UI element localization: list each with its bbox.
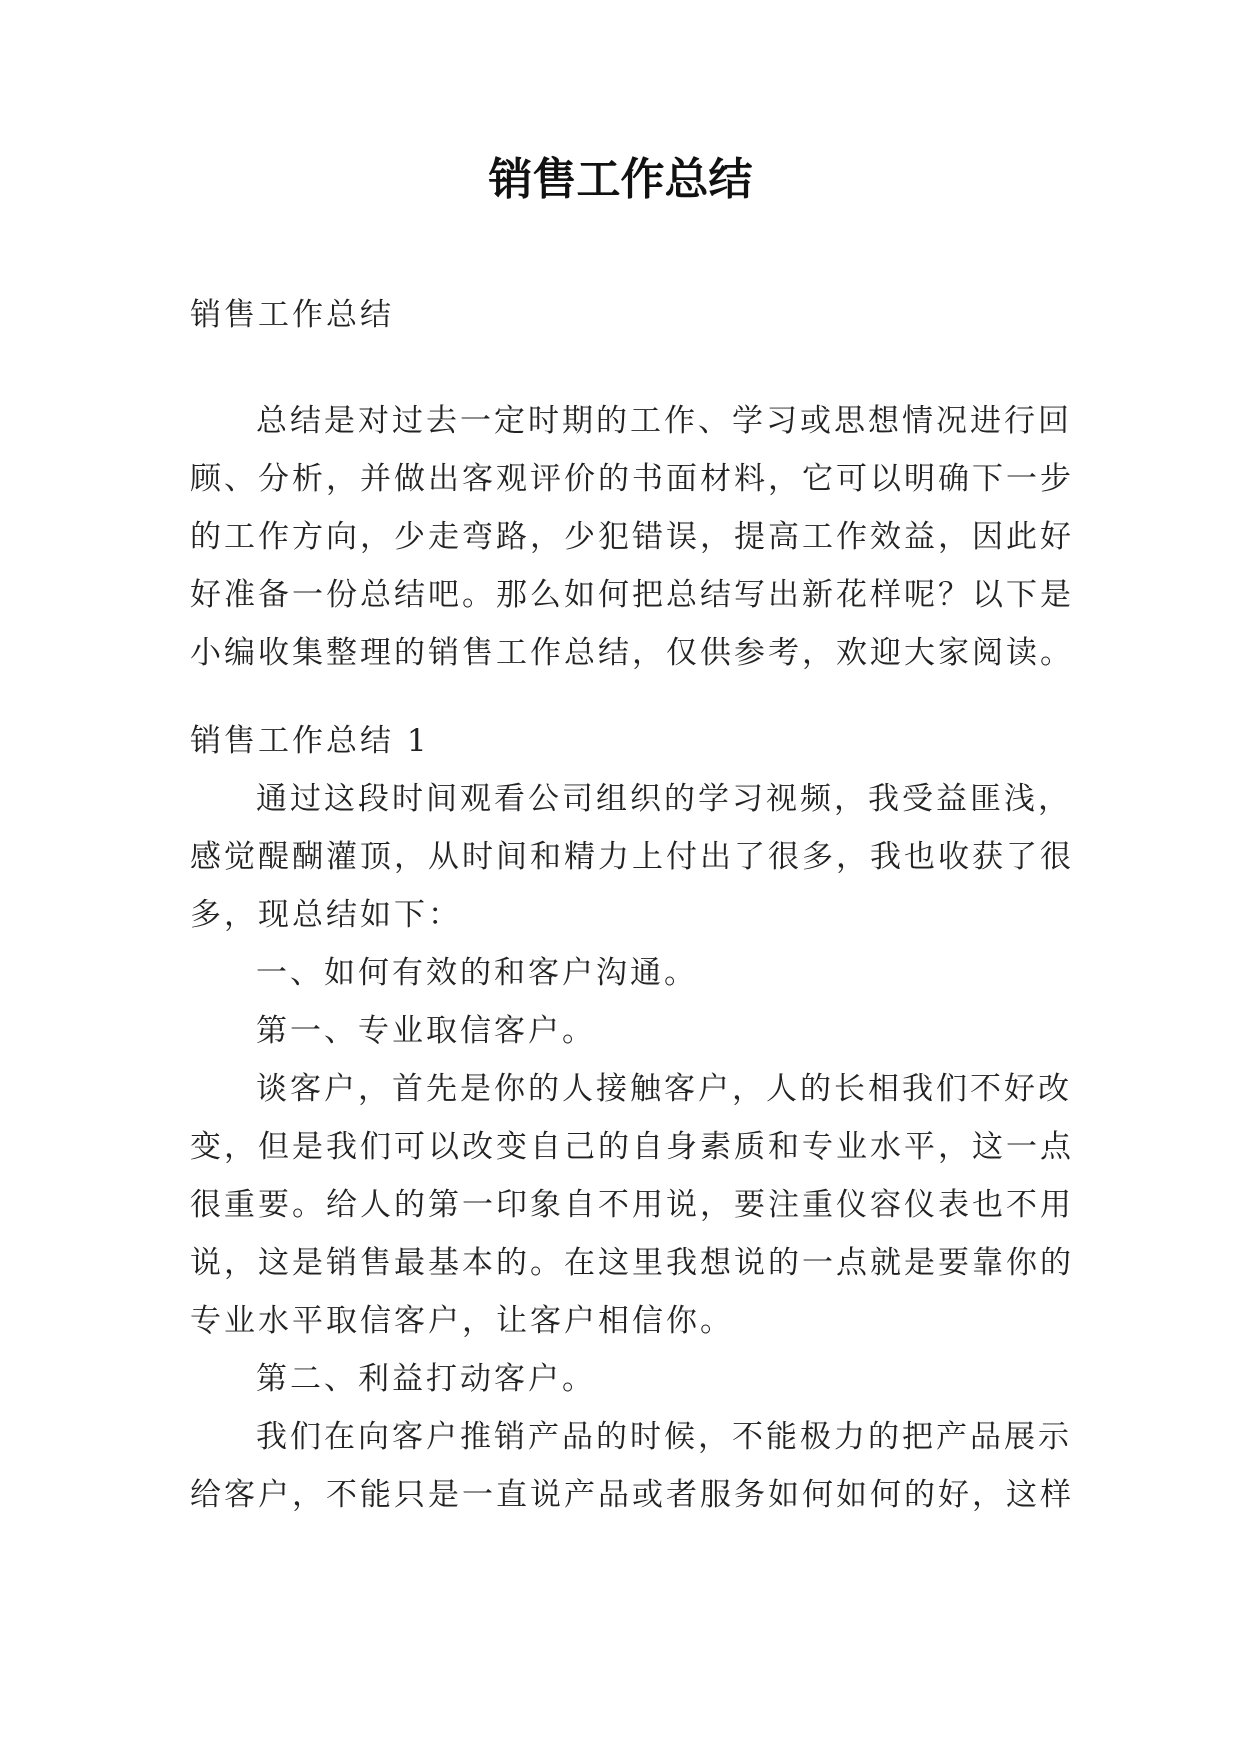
body-line: 多，现总结如下：	[190, 897, 462, 933]
body-line: 第一、专业取信客户。	[256, 1013, 596, 1049]
document-subtitle: 销售工作总结	[190, 297, 394, 333]
intro-line: 好准备一份总结吧。那么如何把总结写出新花样呢？以下是	[190, 577, 1074, 613]
body-line: 一、如何有效的和客户沟通。	[256, 955, 698, 991]
body-line: 很重要。给人的第一印象自不用说，要注重仪容仪表也不用	[190, 1187, 1074, 1223]
section-heading: 销售工作总结 1	[190, 723, 430, 759]
body-line: 说，这是销售最基本的。在这里我想说的一点就是要靠你的	[190, 1245, 1074, 1281]
body-line: 我们在向客户推销产品的时候，不能极力的把产品展示	[256, 1419, 1072, 1455]
body-line: 给客户，不能只是一直说产品或者服务如何如何的好，这样	[190, 1477, 1074, 1513]
body-line: 感觉醍醐灌顶，从时间和精力上付出了很多，我也收获了很	[190, 839, 1074, 875]
body-line: 谈客户，首先是你的人接触客户，人的长相我们不好改	[256, 1071, 1072, 1107]
intro-paragraph	[190, 392, 1074, 682]
body-line: 通过这段时间观看公司组织的学习视频，我受益匪浅，	[256, 781, 1072, 817]
intro-line: 小编收集整理的销售工作总结，仅供参考，欢迎大家阅读。	[190, 635, 1074, 671]
spacer	[190, 344, 1066, 392]
intro-line: 顾、分析，并做出客观评价的书面材料，它可以明确下一步	[190, 461, 1074, 497]
body-line: 变，但是我们可以改变自己的自身素质和专业水平，这一点	[190, 1129, 1074, 1165]
section-body	[190, 770, 1074, 1524]
document-title: 销售工作总结	[488, 154, 753, 205]
document-body	[190, 286, 1074, 1524]
body-line: 第二、利益打动客户。	[256, 1361, 596, 1397]
body-line: 专业水平取信客户，让客户相信你。	[190, 1303, 734, 1339]
spacer	[190, 682, 1066, 712]
intro-line: 总结是对过去一定时期的工作、学习或思想情况进行回	[256, 403, 1072, 439]
intro-line: 的工作方向，少走弯路，少犯错误，提高工作效益，因此好	[190, 519, 1074, 555]
